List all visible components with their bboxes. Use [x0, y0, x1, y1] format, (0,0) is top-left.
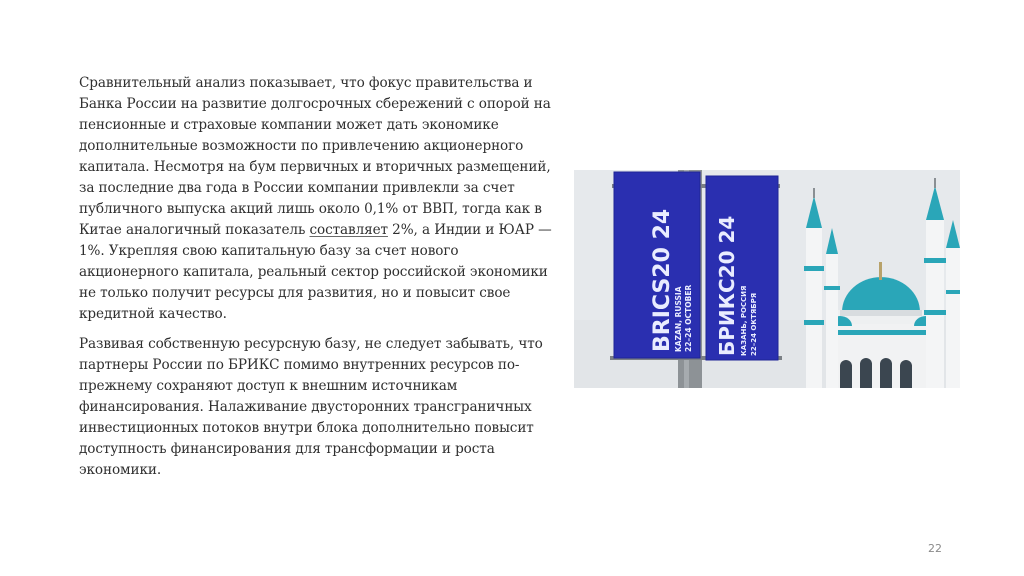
source-link[interactable]: составляет — [309, 222, 388, 238]
paragraph-1 — [79, 73, 557, 325]
banner-right-dates: 22–24 ОКТЯБРЯ — [750, 292, 758, 356]
brics-kazan-photo — [574, 170, 960, 388]
brics-banner-left — [614, 172, 700, 358]
banner-right-city: КАЗАНЬ, РОССИЯ — [740, 285, 748, 356]
paragraph-1-text-end: 2%, а Индии и ЮАР — 1%. Укрепляя свою капитальную базу за счет нового акционерного капитала, реальный сектор российской экономики не только получит ресурсы для развития, но и повысит свое кредитной качество. — [79, 222, 552, 322]
paragraph-1-text-start: Сравнительный анализ показывает, что фокус правительства и Банка России на развитие долгосрочных сбережений с опорой на пенсионные и страховые компании может дать экономике дополнительные возможности по привлечению акционерного капитала. Несмотря на бум первичных и вторичных размещений, за последние два года в России компании привлекли за счет публичного выпуска акций лишь около 0,1% от ВВП, тогда как в Китае аналогичный показатель — [79, 75, 551, 238]
banner-left-logo: BRICS20 24 — [650, 208, 675, 352]
banner-right-logo: БРИКС20 24 — [715, 215, 739, 356]
main-text — [79, 73, 557, 481]
page-number: 22 — [928, 542, 942, 555]
brics-banner-right — [706, 176, 778, 360]
banner-left-dates: 22–24 OCTOBER — [684, 284, 693, 352]
paragraph-2: Развивая собственную ресурсную базу, не следует забывать, что партнеры России по БРИКС помимо внутренних ресурсов по-прежнему сохраняют доступ к внешним источникам финансирования. Налаживание двусторонних трансграничных инвестиционных потоков внутри блока дополнительно повысит доступность финансирования для трансформации и роста экономики. — [79, 336, 543, 478]
banner-left-city: KAZAN, RUSSIA — [674, 286, 683, 352]
